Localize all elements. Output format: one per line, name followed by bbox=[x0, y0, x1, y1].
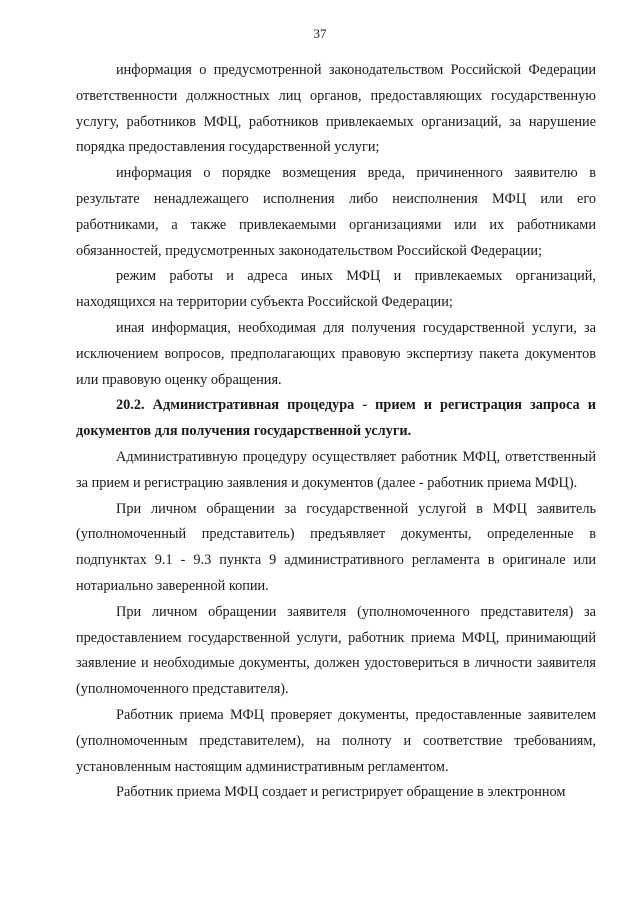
paragraph-other-info: иная информация, необходимая для получения государственной услуги, за исключением вопросов, предполагающих правовую экспертизу пакета документов или правовую оценку обращения. bbox=[76, 319, 596, 388]
paragraph-procedure-performer: Административную процедуру осуществляет работник МФЦ, ответственный за прием и регистрацию заявления и документов (далее - работник приема МФЦ). bbox=[76, 448, 596, 491]
paragraph-personal-request-documents: При личном обращении за государственной услугой в МФЦ заявитель (уполномоченный представитель) предъявляет документы, определенные в подпунктах 9.1 - 9.3 пункта 9 административного регламента в оригинале или нотариально заверенной копии. bbox=[76, 500, 596, 594]
paragraph-document-check: Работник приема МФЦ проверяет документы, предоставленные заявителем (уполномоченным представителем), на полноту и соответствие требованиям, установленным настоящим административным регламентом. bbox=[76, 706, 596, 775]
paragraph-damage-compensation-info: информация о порядке возмещения вреда, причиненного заявителю в результате ненадлежащего исполнения либо неисполнения МФЦ или его работниками, а также привлекаемыми организациями или их работниками обязанностей, предусмотренных законодательством Российской Федерации; bbox=[76, 165, 596, 259]
paragraph-registration: Работник приема МФЦ создает и регистрирует обращение в электронном bbox=[116, 784, 566, 801]
document-body bbox=[76, 58, 596, 806]
page-number: 37 bbox=[313, 26, 327, 41]
paragraph-identity-verification: При личном обращении заявителя (уполномоченного представителя) за предоставлением государственной услуги, работник приема МФЦ, принимающий заявление и необходимые документы, должен удостовериться в личности заявителя (уполномоченного представителя). bbox=[76, 603, 596, 698]
paragraph-liability-info: информация о предусмотренной законодательством Российской Федерации ответственности должностных лиц органов, предоставляющих государственную услугу, работников МФЦ, работников привлекаемых организаций, за нарушение порядка предоставления государственной услуги; bbox=[76, 62, 596, 156]
paragraph-mfc-schedule-info: режим работы и адреса иных МФЦ и привлекаемых организаций, находящихся на территории субъекта Российской Федерации; bbox=[76, 268, 596, 311]
section-heading-20-2: 20.2. Административная процедура - прием и регистрация запроса и документов для получения государственной услуги. bbox=[76, 397, 596, 440]
